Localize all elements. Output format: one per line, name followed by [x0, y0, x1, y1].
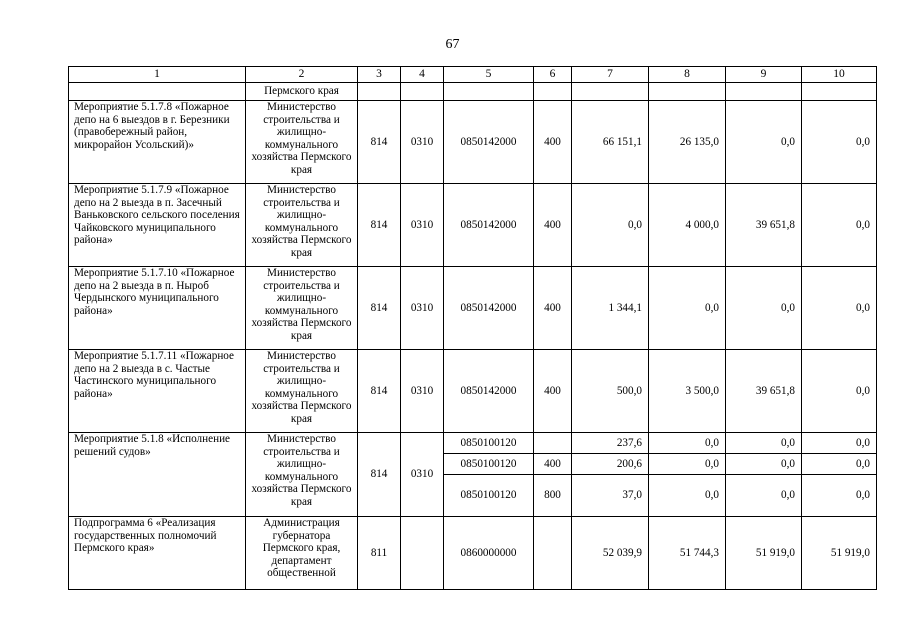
column-header: 10	[802, 67, 877, 83]
value-col7: 500,0	[572, 350, 649, 433]
section-code: 0310	[401, 184, 444, 267]
target-code: 0850142000	[444, 101, 534, 184]
budget-table	[68, 66, 877, 590]
column-header: 8	[649, 67, 726, 83]
activity-name: Мероприятие 5.1.7.10 «Пожарное депо на 2 выезда в п. Ныроб Чердынского муниципального района»	[69, 267, 246, 350]
executor: Министерство строительства и жилищно-коммунального хозяйства Пермского края	[246, 267, 358, 350]
value-col9: 0,0	[726, 475, 802, 517]
activity-name: Мероприятие 5.1.7.9 «Пожарное депо на 2 выезда в п. Засечный Ваньковского сельского поселения Чайковского муниципального района»	[69, 184, 246, 267]
expense-type: 400	[534, 267, 572, 350]
subprogram-name: Подпрограмма 6 «Реализация государственных полномочий Пермского края»	[69, 517, 246, 590]
header-row	[69, 67, 877, 83]
continuation-text: Пермского края	[246, 83, 358, 101]
value-col7: 37,0	[572, 475, 649, 517]
value-col9: 0,0	[726, 454, 802, 475]
value-col7: 66 151,1	[572, 101, 649, 184]
column-header: 1	[69, 67, 246, 83]
value-col8: 0,0	[649, 267, 726, 350]
value-col10: 0,0	[802, 454, 877, 475]
executor: Министерство строительства и жилищно-коммунального хозяйства Пермского края	[246, 184, 358, 267]
value-col10: 51 919,0	[802, 517, 877, 590]
value-col8: 0,0	[649, 433, 726, 454]
value-col7: 1 344,1	[572, 267, 649, 350]
expense-type	[534, 433, 572, 454]
grbs-code: 811	[358, 517, 401, 590]
value-col9: 0,0	[726, 267, 802, 350]
value-col10: 0,0	[802, 475, 877, 517]
value-col10: 0,0	[802, 267, 877, 350]
value-col9: 0,0	[726, 101, 802, 184]
grbs-code: 814	[358, 433, 401, 517]
section-code: 0310	[401, 350, 444, 433]
section-code: 0310	[401, 433, 444, 517]
column-header: 7	[572, 67, 649, 83]
value-col8: 0,0	[649, 475, 726, 517]
target-code: 0850142000	[444, 267, 534, 350]
activity-name: Мероприятие 5.1.8 «Исполнение решений судов»	[69, 433, 246, 517]
target-code: 0850100120	[444, 454, 534, 475]
table-row	[69, 517, 877, 590]
value-col10: 0,0	[802, 184, 877, 267]
target-code: 0850142000	[444, 184, 534, 267]
target-code: 0850100120	[444, 475, 534, 517]
value-col7: 200,6	[572, 454, 649, 475]
value-col10: 0,0	[802, 350, 877, 433]
page-number: 67	[445, 37, 460, 52]
column-header: 4	[401, 67, 444, 83]
value-col10: 0,0	[802, 101, 877, 184]
expense-type: 400	[534, 101, 572, 184]
grbs-code: 814	[358, 101, 401, 184]
value-col9: 39 651,8	[726, 184, 802, 267]
value-col9: 39 651,8	[726, 350, 802, 433]
activity-name: Мероприятие 5.1.7.8 «Пожарное депо на 6 выездов в г. Березники (правобережный район, микрорайон Усольский)»	[69, 101, 246, 184]
column-header: 3	[358, 67, 401, 83]
grbs-code: 814	[358, 184, 401, 267]
value-col7: 237,6	[572, 433, 649, 454]
value-col8: 0,0	[649, 454, 726, 475]
column-header: 5	[444, 67, 534, 83]
value-col8: 3 500,0	[649, 350, 726, 433]
value-col7: 52 039,9	[572, 517, 649, 590]
executor: Министерство строительства и жилищно-коммунального хозяйства Пермского края	[246, 433, 358, 517]
target-code: 0860000000	[444, 517, 534, 590]
table-row	[69, 184, 877, 267]
expense-type: 400	[534, 350, 572, 433]
value-col8: 4 000,0	[649, 184, 726, 267]
expense-type: 800	[534, 475, 572, 517]
grbs-code: 814	[358, 267, 401, 350]
value-col8: 51 744,3	[649, 517, 726, 590]
section-code: 0310	[401, 267, 444, 350]
section-code	[401, 517, 444, 590]
section-code: 0310	[401, 101, 444, 184]
executor: Министерство строительства и жилищно-коммунального хозяйства Пермского края	[246, 101, 358, 184]
continuation-row	[69, 83, 877, 101]
grbs-code: 814	[358, 350, 401, 433]
expense-type: 400	[534, 454, 572, 475]
value-col8: 26 135,0	[649, 101, 726, 184]
value-col10: 0,0	[802, 433, 877, 454]
table-row	[69, 350, 877, 433]
expense-type: 400	[534, 184, 572, 267]
column-header: 9	[726, 67, 802, 83]
target-code: 0850142000	[444, 350, 534, 433]
table-row	[69, 101, 877, 184]
executor: Министерство строительства и жилищно-коммунального хозяйства Пермского края	[246, 350, 358, 433]
table-row	[69, 267, 877, 350]
value-col9: 0,0	[726, 433, 802, 454]
value-col7: 0,0	[572, 184, 649, 267]
column-header: 2	[246, 67, 358, 83]
executor: Администрация губернатора Пермского края, департамент общественной	[246, 517, 358, 590]
column-header: 6	[534, 67, 572, 83]
activity-name: Мероприятие 5.1.7.11 «Пожарное депо на 2 выезда в с. Частые Частинского муниципального района»	[69, 350, 246, 433]
expense-type	[534, 517, 572, 590]
target-code: 0850100120	[444, 433, 534, 454]
table-row	[69, 433, 877, 454]
value-col9: 51 919,0	[726, 517, 802, 590]
